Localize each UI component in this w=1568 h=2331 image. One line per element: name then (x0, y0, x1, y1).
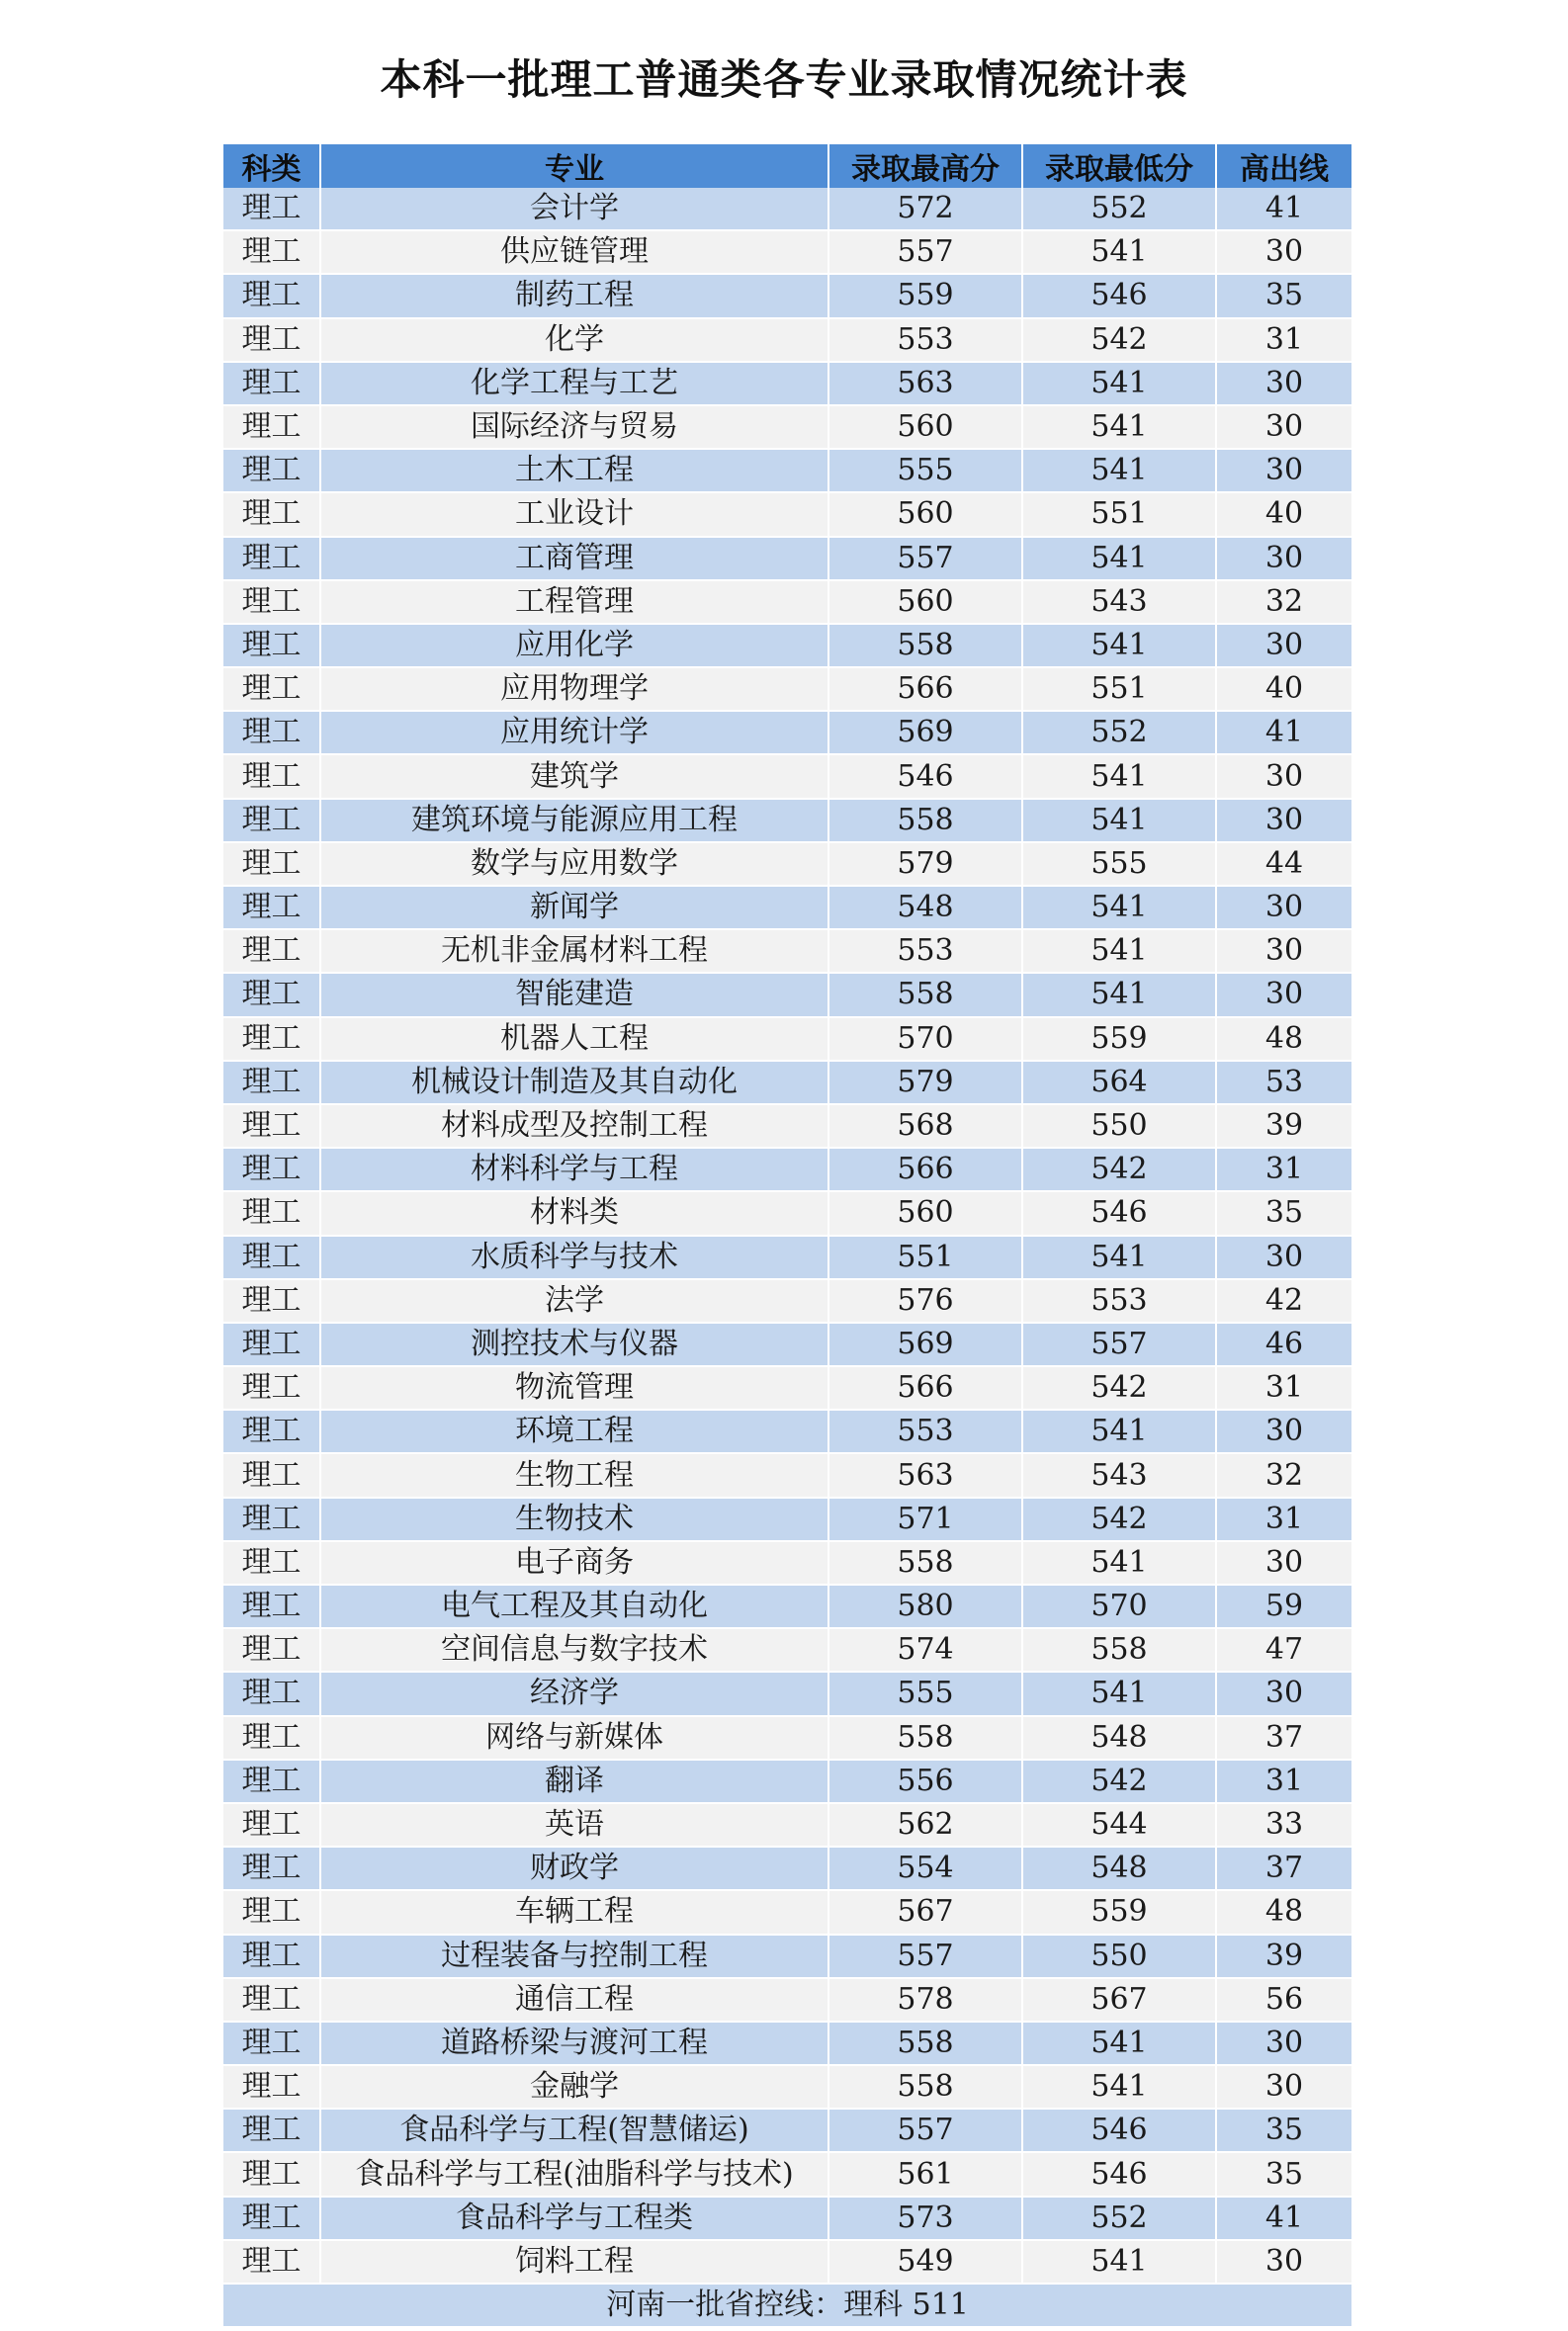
header-min-score: 录取最低分 (1022, 144, 1216, 188)
cell-major: 物流管理 (320, 1366, 828, 1410)
cell-category: 理工 (223, 1628, 320, 1672)
cell-max-score: 568 (828, 1104, 1022, 1148)
cell-max-score: 553 (828, 929, 1022, 973)
cell-major: 工商管理 (320, 537, 828, 580)
header-above-line: 高出线 (1216, 144, 1352, 188)
cell-category: 理工 (223, 1890, 320, 1934)
cell-min-score: 551 (1022, 492, 1216, 536)
cell-min-score: 564 (1022, 1061, 1216, 1104)
cell-max-score: 554 (828, 1847, 1022, 1890)
cell-max-score: 555 (828, 1672, 1022, 1715)
cell-min-score: 541 (1022, 230, 1216, 274)
cell-min-score: 541 (1022, 754, 1216, 798)
cell-max-score: 563 (828, 362, 1022, 405)
cell-major: 应用化学 (320, 624, 828, 667)
cell-category: 理工 (223, 449, 320, 492)
cell-max-score: 566 (828, 1148, 1022, 1191)
table-row (223, 580, 1352, 624)
cell-category: 理工 (223, 711, 320, 754)
table-row (223, 1236, 1352, 1279)
cell-above-line: 30 (1216, 405, 1352, 449)
cell-max-score: 576 (828, 1279, 1022, 1323)
table-row (223, 2065, 1352, 2109)
table-row (223, 492, 1352, 536)
cell-max-score: 558 (828, 799, 1022, 842)
cell-major: 水质科学与技术 (320, 1236, 828, 1279)
cell-max-score: 556 (828, 1760, 1022, 1803)
cell-min-score: 543 (1022, 1453, 1216, 1497)
cell-above-line: 30 (1216, 362, 1352, 405)
cell-major: 金融学 (320, 2065, 828, 2109)
table-row (223, 2109, 1352, 2152)
cell-max-score: 546 (828, 754, 1022, 798)
cell-above-line: 30 (1216, 449, 1352, 492)
cell-above-line: 32 (1216, 1453, 1352, 1497)
table-row (223, 1541, 1352, 1585)
table-row (223, 1453, 1352, 1497)
cell-category: 理工 (223, 1279, 320, 1323)
cell-above-line: 30 (1216, 799, 1352, 842)
cell-min-score: 542 (1022, 1760, 1216, 1803)
cell-category: 理工 (223, 973, 320, 1016)
cell-major: 环境工程 (320, 1410, 828, 1453)
table-row (223, 2022, 1352, 2065)
cell-major: 新闻学 (320, 886, 828, 929)
table-row (223, 2152, 1352, 2196)
cell-major: 经济学 (320, 1672, 828, 1715)
cell-major: 翻译 (320, 1760, 828, 1803)
cell-major: 道路桥梁与渡河工程 (320, 2022, 828, 2065)
cell-above-line: 47 (1216, 1628, 1352, 1672)
table-row (223, 2197, 1352, 2240)
cell-max-score: 551 (828, 1236, 1022, 1279)
cell-major: 材料类 (320, 1191, 828, 1235)
cell-above-line: 30 (1216, 2240, 1352, 2284)
cell-above-line: 56 (1216, 1978, 1352, 2022)
table-row (223, 842, 1352, 886)
cell-max-score: 557 (828, 1935, 1022, 1978)
cell-major: 生物技术 (320, 1498, 828, 1541)
cell-max-score: 579 (828, 842, 1022, 886)
cell-max-score: 570 (828, 1017, 1022, 1061)
cell-category: 理工 (223, 318, 320, 362)
cell-max-score: 566 (828, 1366, 1022, 1410)
cell-category: 理工 (223, 754, 320, 798)
cell-major: 材料科学与工程 (320, 1148, 828, 1191)
cell-min-score: 541 (1022, 799, 1216, 842)
table-row (223, 1366, 1352, 1410)
cell-max-score: 580 (828, 1585, 1022, 1628)
cell-category: 理工 (223, 1453, 320, 1497)
cell-category: 理工 (223, 1803, 320, 1847)
table-row (223, 1628, 1352, 1672)
table-row (223, 274, 1352, 317)
cell-min-score: 542 (1022, 1148, 1216, 1191)
cell-major: 空间信息与数字技术 (320, 1628, 828, 1672)
table-row (223, 1061, 1352, 1104)
cell-max-score: 574 (828, 1628, 1022, 1672)
cell-major: 测控技术与仪器 (320, 1323, 828, 1366)
cell-category: 理工 (223, 1847, 320, 1890)
cell-min-score: 543 (1022, 580, 1216, 624)
cell-max-score: 555 (828, 449, 1022, 492)
table-row (223, 1803, 1352, 1847)
cell-major: 食品科学与工程类 (320, 2197, 828, 2240)
table-row (223, 667, 1352, 711)
table-row (223, 799, 1352, 842)
cell-major: 食品科学与工程(油脂科学与技术) (320, 2152, 828, 2196)
cell-major: 化学工程与工艺 (320, 362, 828, 405)
cell-category: 理工 (223, 1104, 320, 1148)
cell-category: 理工 (223, 362, 320, 405)
cell-max-score: 558 (828, 973, 1022, 1016)
cell-min-score: 541 (1022, 886, 1216, 929)
cell-major: 饲料工程 (320, 2240, 828, 2284)
cell-max-score: 573 (828, 2197, 1022, 2240)
cell-min-score: 555 (1022, 842, 1216, 886)
cell-major: 建筑学 (320, 754, 828, 798)
cell-above-line: 35 (1216, 274, 1352, 317)
cell-major: 生物工程 (320, 1453, 828, 1497)
cell-above-line: 40 (1216, 667, 1352, 711)
cell-min-score: 553 (1022, 1279, 1216, 1323)
cell-min-score: 567 (1022, 1978, 1216, 2022)
cell-max-score: 571 (828, 1498, 1022, 1541)
cell-min-score: 541 (1022, 624, 1216, 667)
cell-max-score: 548 (828, 886, 1022, 929)
cell-category: 理工 (223, 1236, 320, 1279)
cell-major: 机械设计制造及其自动化 (320, 1061, 828, 1104)
cell-category: 理工 (223, 799, 320, 842)
table-row (223, 1498, 1352, 1541)
cell-min-score: 552 (1022, 2197, 1216, 2240)
cell-major: 网络与新媒体 (320, 1716, 828, 1760)
table-row (223, 405, 1352, 449)
cell-min-score: 550 (1022, 1935, 1216, 1978)
cell-category: 理工 (223, 2197, 320, 2240)
cell-above-line: 30 (1216, 1236, 1352, 1279)
cell-min-score: 557 (1022, 1323, 1216, 1366)
cell-min-score: 546 (1022, 1191, 1216, 1235)
cell-min-score: 541 (1022, 1236, 1216, 1279)
header-major: 专业 (320, 144, 828, 188)
table-row (223, 1104, 1352, 1148)
cell-max-score: 560 (828, 580, 1022, 624)
table-row (223, 1279, 1352, 1323)
cell-category: 理工 (223, 405, 320, 449)
cell-above-line: 30 (1216, 886, 1352, 929)
header-max-score: 录取最高分 (828, 144, 1022, 188)
page-title: 本科一批理工普通类各专业录取情况统计表 (380, 55, 1188, 104)
cell-major: 化学 (320, 318, 828, 362)
header-category: 科类 (223, 144, 320, 188)
cell-above-line: 48 (1216, 1890, 1352, 1934)
cell-category: 理工 (223, 2109, 320, 2152)
table-row (223, 188, 1352, 230)
cell-major: 食品科学与工程(智慧储运) (320, 2109, 828, 2152)
cell-min-score: 544 (1022, 1803, 1216, 1847)
cell-above-line: 42 (1216, 1279, 1352, 1323)
cell-max-score: 553 (828, 318, 1022, 362)
cell-category: 理工 (223, 842, 320, 886)
cell-category: 理工 (223, 929, 320, 973)
table-row (223, 1760, 1352, 1803)
cell-above-line: 30 (1216, 1541, 1352, 1585)
cell-category: 理工 (223, 1148, 320, 1191)
cell-min-score: 546 (1022, 2152, 1216, 2196)
cell-max-score: 558 (828, 2022, 1022, 2065)
cell-max-score: 549 (828, 2240, 1022, 2284)
cell-min-score: 559 (1022, 1017, 1216, 1061)
cell-max-score: 578 (828, 1978, 1022, 2022)
cell-above-line: 40 (1216, 492, 1352, 536)
cell-above-line: 48 (1216, 1017, 1352, 1061)
cell-category: 理工 (223, 2240, 320, 2284)
cell-category: 理工 (223, 1410, 320, 1453)
table-row (223, 2240, 1352, 2284)
table-row (223, 1978, 1352, 2022)
cell-major: 财政学 (320, 1847, 828, 1890)
cell-above-line: 44 (1216, 842, 1352, 886)
cell-max-score: 558 (828, 1716, 1022, 1760)
cell-above-line: 30 (1216, 929, 1352, 973)
cell-min-score: 541 (1022, 929, 1216, 973)
cell-category: 理工 (223, 274, 320, 317)
table-row (223, 754, 1352, 798)
cell-major: 通信工程 (320, 1978, 828, 2022)
cell-category: 理工 (223, 1541, 320, 1585)
cell-category: 理工 (223, 1323, 320, 1366)
cell-category: 理工 (223, 1760, 320, 1803)
table-row (223, 711, 1352, 754)
cell-max-score: 562 (828, 1803, 1022, 1847)
cell-min-score: 546 (1022, 274, 1216, 317)
control-line-note: 河南一批省控线：理科 511 (223, 2284, 1352, 2327)
table-row (223, 1323, 1352, 1366)
cell-above-line: 30 (1216, 1672, 1352, 1715)
cell-min-score: 558 (1022, 1628, 1216, 1672)
cell-min-score: 541 (1022, 362, 1216, 405)
table-row (223, 973, 1352, 1016)
table-row (223, 1847, 1352, 1890)
table-row (223, 1148, 1352, 1191)
cell-category: 理工 (223, 886, 320, 929)
cell-major: 车辆工程 (320, 1890, 828, 1934)
cell-above-line: 30 (1216, 230, 1352, 274)
cell-above-line: 31 (1216, 1760, 1352, 1803)
cell-category: 理工 (223, 1366, 320, 1410)
cell-max-score: 569 (828, 1323, 1022, 1366)
table-row (223, 537, 1352, 580)
cell-major: 材料成型及控制工程 (320, 1104, 828, 1148)
cell-major: 土木工程 (320, 449, 828, 492)
cell-min-score: 541 (1022, 1672, 1216, 1715)
cell-min-score: 551 (1022, 667, 1216, 711)
cell-major: 电子商务 (320, 1541, 828, 1585)
cell-min-score: 552 (1022, 711, 1216, 754)
cell-min-score: 550 (1022, 1104, 1216, 1148)
cell-above-line: 31 (1216, 1498, 1352, 1541)
cell-max-score: 557 (828, 537, 1022, 580)
cell-above-line: 35 (1216, 2152, 1352, 2196)
cell-max-score: 566 (828, 667, 1022, 711)
cell-major: 工业设计 (320, 492, 828, 536)
table-body (223, 188, 1352, 2284)
table-row (223, 362, 1352, 405)
table-row (223, 1890, 1352, 1934)
table-row (223, 929, 1352, 973)
cell-above-line: 31 (1216, 318, 1352, 362)
cell-above-line: 37 (1216, 1716, 1352, 1760)
cell-min-score: 548 (1022, 1716, 1216, 1760)
cell-above-line: 37 (1216, 1847, 1352, 1890)
cell-category: 理工 (223, 230, 320, 274)
cell-above-line: 32 (1216, 580, 1352, 624)
cell-above-line: 46 (1216, 1323, 1352, 1366)
cell-min-score: 559 (1022, 1890, 1216, 1934)
cell-major: 应用物理学 (320, 667, 828, 711)
cell-min-score: 541 (1022, 2022, 1216, 2065)
cell-major: 电气工程及其自动化 (320, 1585, 828, 1628)
cell-max-score: 567 (828, 1890, 1022, 1934)
table-row (223, 1410, 1352, 1453)
cell-min-score: 541 (1022, 973, 1216, 1016)
cell-category: 理工 (223, 667, 320, 711)
cell-major: 英语 (320, 1803, 828, 1847)
cell-max-score: 563 (828, 1453, 1022, 1497)
table-row (223, 1935, 1352, 1978)
cell-category: 理工 (223, 2065, 320, 2109)
cell-min-score: 546 (1022, 2109, 1216, 2152)
cell-min-score: 541 (1022, 449, 1216, 492)
cell-min-score: 541 (1022, 537, 1216, 580)
cell-above-line: 35 (1216, 2109, 1352, 2152)
cell-min-score: 541 (1022, 2240, 1216, 2284)
cell-category: 理工 (223, 1191, 320, 1235)
cell-major: 无机非金属材料工程 (320, 929, 828, 973)
cell-above-line: 53 (1216, 1061, 1352, 1104)
cell-above-line: 30 (1216, 537, 1352, 580)
cell-major: 会计学 (320, 188, 828, 230)
cell-major: 制药工程 (320, 274, 828, 317)
cell-above-line: 59 (1216, 1585, 1352, 1628)
cell-category: 理工 (223, 188, 320, 230)
cell-category: 理工 (223, 1585, 320, 1628)
cell-above-line: 41 (1216, 711, 1352, 754)
cell-max-score: 557 (828, 230, 1022, 274)
cell-category: 理工 (223, 2152, 320, 2196)
cell-category: 理工 (223, 1061, 320, 1104)
cell-max-score: 572 (828, 188, 1022, 230)
cell-max-score: 557 (828, 2109, 1022, 2152)
cell-above-line: 30 (1216, 624, 1352, 667)
table-row (223, 624, 1352, 667)
cell-max-score: 553 (828, 1410, 1022, 1453)
cell-category: 理工 (223, 1017, 320, 1061)
cell-above-line: 33 (1216, 1803, 1352, 1847)
cell-major: 过程装备与控制工程 (320, 1935, 828, 1978)
cell-major: 机器人工程 (320, 1017, 828, 1061)
table-row (223, 886, 1352, 929)
cell-above-line: 30 (1216, 2065, 1352, 2109)
cell-max-score: 561 (828, 2152, 1022, 2196)
cell-category: 理工 (223, 2022, 320, 2065)
cell-max-score: 569 (828, 711, 1022, 754)
cell-max-score: 579 (828, 1061, 1022, 1104)
cell-category: 理工 (223, 537, 320, 580)
cell-above-line: 30 (1216, 973, 1352, 1016)
cell-min-score: 541 (1022, 405, 1216, 449)
table-row (223, 1672, 1352, 1715)
cell-above-line: 30 (1216, 2022, 1352, 2065)
cell-max-score: 558 (828, 1541, 1022, 1585)
cell-above-line: 41 (1216, 188, 1352, 230)
cell-category: 理工 (223, 624, 320, 667)
table-row (223, 1017, 1352, 1061)
cell-min-score: 541 (1022, 1541, 1216, 1585)
table-row (223, 1716, 1352, 1760)
cell-max-score: 558 (828, 2065, 1022, 2109)
table-row (223, 1191, 1352, 1235)
table-row (223, 1585, 1352, 1628)
cell-max-score: 558 (828, 624, 1022, 667)
cell-min-score: 570 (1022, 1585, 1216, 1628)
cell-above-line: 30 (1216, 754, 1352, 798)
cell-min-score: 542 (1022, 318, 1216, 362)
table-header-row (223, 144, 1352, 188)
cell-above-line: 35 (1216, 1191, 1352, 1235)
cell-category: 理工 (223, 1498, 320, 1541)
cell-major: 智能建造 (320, 973, 828, 1016)
cell-max-score: 560 (828, 1191, 1022, 1235)
cell-major: 应用统计学 (320, 711, 828, 754)
cell-above-line: 30 (1216, 1410, 1352, 1453)
cell-category: 理工 (223, 1672, 320, 1715)
cell-min-score: 542 (1022, 1366, 1216, 1410)
cell-min-score: 552 (1022, 188, 1216, 230)
cell-above-line: 31 (1216, 1148, 1352, 1191)
cell-max-score: 559 (828, 274, 1022, 317)
cell-above-line: 39 (1216, 1104, 1352, 1148)
cell-category: 理工 (223, 1935, 320, 1978)
table-row (223, 230, 1352, 274)
cell-major: 国际经济与贸易 (320, 405, 828, 449)
cell-min-score: 541 (1022, 1410, 1216, 1453)
cell-max-score: 560 (828, 405, 1022, 449)
admission-stats-table (223, 144, 1353, 2328)
table-row (223, 318, 1352, 362)
cell-category: 理工 (223, 1978, 320, 2022)
cell-category: 理工 (223, 492, 320, 536)
cell-category: 理工 (223, 1716, 320, 1760)
cell-category: 理工 (223, 580, 320, 624)
cell-major: 供应链管理 (320, 230, 828, 274)
cell-major: 建筑环境与能源应用工程 (320, 799, 828, 842)
cell-max-score: 560 (828, 492, 1022, 536)
cell-major: 数学与应用数学 (320, 842, 828, 886)
table-footer-row (223, 2284, 1352, 2327)
cell-min-score: 541 (1022, 2065, 1216, 2109)
table-row (223, 449, 1352, 492)
cell-above-line: 41 (1216, 2197, 1352, 2240)
cell-above-line: 31 (1216, 1366, 1352, 1410)
cell-min-score: 542 (1022, 1498, 1216, 1541)
cell-above-line: 39 (1216, 1935, 1352, 1978)
cell-min-score: 548 (1022, 1847, 1216, 1890)
cell-major: 法学 (320, 1279, 828, 1323)
cell-major: 工程管理 (320, 580, 828, 624)
